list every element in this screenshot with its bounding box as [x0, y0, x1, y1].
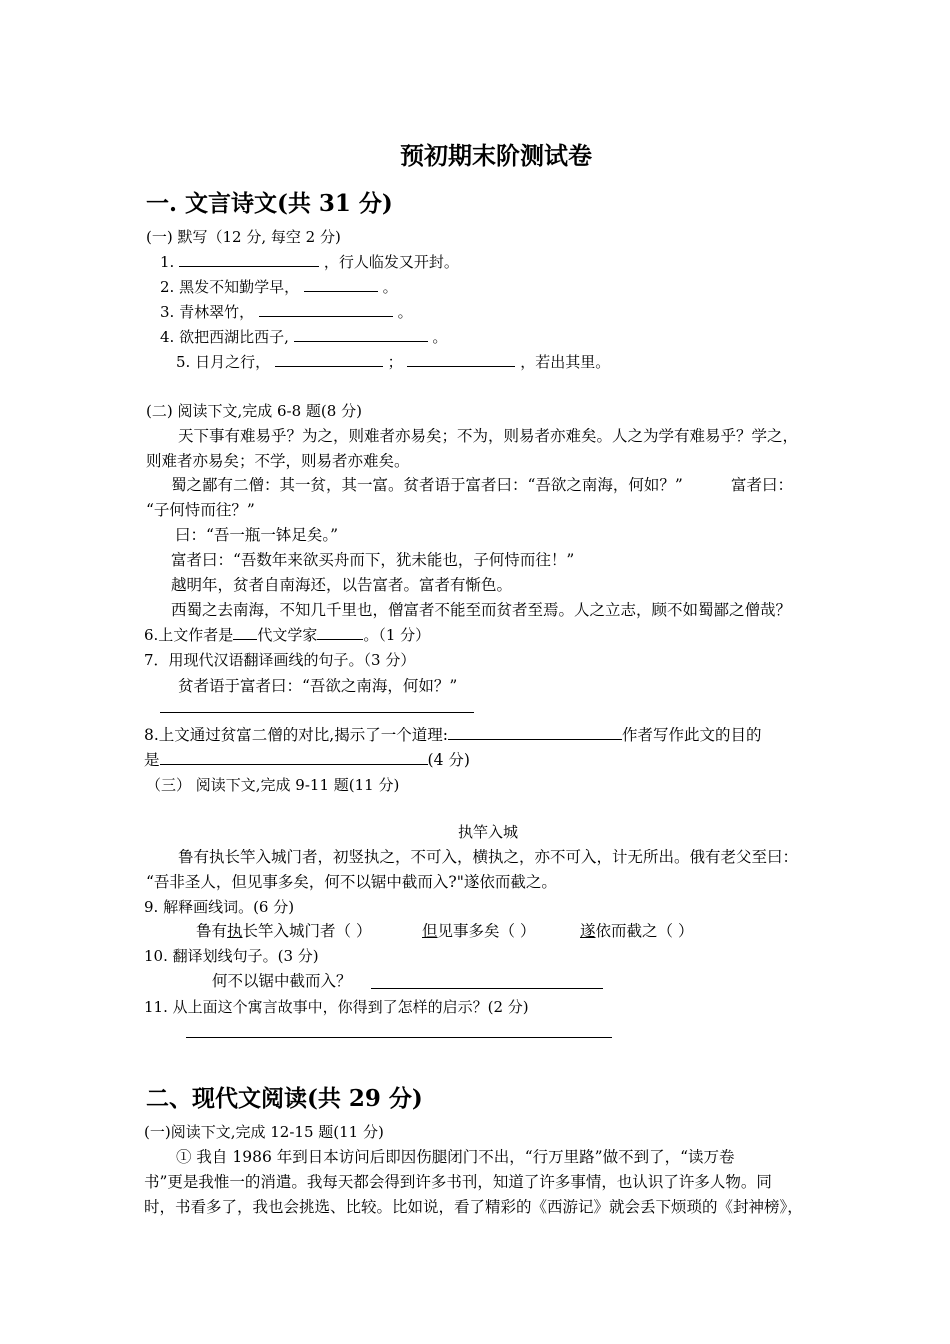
story-line: 鲁有执长竿入城门者，初竖执之，不可入，横执之，亦不可入，计无所出。俄有老父至曰：	[178, 848, 799, 866]
passage-line: 曰：“吾一瓶一钵足矣。”	[175, 526, 339, 544]
q11-answer-line[interactable]	[186, 1037, 612, 1038]
q9-item-1	[196, 920, 371, 942]
q2-blank[interactable]	[304, 277, 378, 292]
q3-text: 3. 青林翠竹，	[160, 303, 255, 321]
q10-answer-line[interactable]	[371, 988, 603, 989]
passage-line: 天下事有难易乎？为之，则难者亦易矣；不为，则易者亦难矣。人之为学有难易乎？学之，	[178, 427, 799, 445]
passage-line: 西蜀之去南海，不知几千里也，僧富者不能至而贫者至焉。人之立志，顾不如蜀鄙之僧哉？	[171, 601, 792, 619]
q8-blank-1[interactable]	[448, 725, 622, 740]
q1-blank[interactable]	[179, 252, 319, 267]
q10-sentence: 何不以锯中截而入？	[212, 972, 352, 990]
q8-blank-2[interactable]	[160, 750, 428, 765]
part2-header: (二) 阅读下文,完成 6-8 题(8 分)	[146, 402, 362, 420]
section1-heading: 一. 文言诗文(共 31 分)	[146, 190, 393, 217]
passage-line: 则难者亦易矣；不学，则易者亦难矣。	[146, 452, 410, 470]
q6	[144, 625, 430, 645]
q9-word-dan: 但	[422, 922, 438, 940]
q2	[160, 277, 398, 297]
q10: 10. 翻译划线句子。(3 分)	[144, 947, 319, 965]
part1-header: (一) 默写（12 分, 每空 2 分)	[146, 228, 341, 246]
q9-text: 依而截之（ ）	[595, 922, 694, 940]
q5-text: 5. 日月之行，	[176, 353, 271, 371]
q4	[160, 327, 447, 347]
q9-word-zhi: 执	[227, 922, 243, 940]
modern-passage-line: 时，书看多了，我也会挑选、比较。比如说，看了精彩的《西游记》就会丢下烦琐的《封神榜》，	[144, 1198, 803, 1216]
q9-word-sui: 遂	[580, 922, 596, 940]
q8-text-a: 8.上文通过贫富二僧的对比,揭示了一个道理:	[144, 726, 448, 744]
modern-passage-line: 书”更是我惟一的消遣。我每天都会得到许多书刊，知道了许多事情，也认识了许多人物。同	[144, 1173, 772, 1191]
q5-blank-1[interactable]	[275, 352, 383, 367]
q8-text-d: (4 分)	[427, 751, 470, 769]
modern-passage-line: ① 我自 1986 年到日本访问后即因伤腿闭门不出，“行万里路”做不到了，“读万卷	[176, 1148, 735, 1166]
q2-end: 。	[382, 278, 398, 296]
story-line: “吾非圣人，但见事多矣，何不以锯中截而入?"遂依而截之。	[146, 873, 557, 891]
q9-item-2	[422, 920, 535, 942]
section2-heading: 二、现代文阅读(共 29 分)	[146, 1085, 423, 1112]
q8-line1	[144, 724, 761, 746]
q7-sentence: 贫者语于富者曰：“吾欲之南海，何如？”	[178, 677, 458, 695]
passage-line: “子何恃而往？”	[146, 501, 255, 519]
q5	[176, 352, 610, 372]
q3-blank[interactable]	[259, 302, 393, 317]
q1-num: 1.	[160, 253, 175, 271]
q4-end: 。	[432, 328, 448, 346]
q5-end: ，若出其里。	[520, 353, 611, 371]
passage-line: 蜀之鄙有二僧：其一贫，其一富。贫者语于富者曰：“吾欲之南海，何如？”	[171, 476, 683, 494]
q1-text: ，行人临发又开封。	[323, 253, 459, 271]
q8-text-b: 作者写作此文的目的	[621, 726, 762, 744]
part3-header: （三） 阅读下文,完成 9-11 题(11 分)	[146, 776, 400, 794]
q8-line2	[144, 749, 470, 771]
q6-blank-1[interactable]	[233, 625, 257, 640]
q6-text-b: 代文学家	[257, 626, 318, 644]
passage-line: 越明年，贫者自南海还，以告富者。富者有惭色。	[171, 576, 513, 594]
section2-part1-header: (一)阅读下文,完成 12-15 题(11 分)	[144, 1123, 384, 1141]
q3	[160, 302, 413, 322]
q4-blank[interactable]	[294, 327, 428, 342]
page-title: 预初期末阶测试卷	[400, 141, 592, 170]
q6-text-a: 6.上文作者是	[144, 626, 234, 644]
q9-text: 长竿入城门者（ ）	[242, 922, 372, 940]
q9-text: 见事多矣（ ）	[437, 922, 536, 940]
q9: 9. 解释画线词。(6 分)	[144, 898, 295, 916]
story-title: 执竿入城	[458, 823, 519, 841]
q2-text: 2. 黑发不知勤学早，	[160, 278, 300, 296]
q7-answer-line[interactable]	[160, 712, 474, 713]
q6-text-c: 。（1 分）	[363, 626, 431, 644]
q11: 11. 从上面这个寓言故事中，你得到了怎样的启示？(2 分)	[144, 998, 529, 1016]
passage-line: 富者曰：	[731, 476, 794, 494]
q7: 7．用现代汉语翻译画线的句子。（3 分）	[144, 651, 416, 669]
q3-end: 。	[397, 303, 413, 321]
q5-blank-2[interactable]	[407, 352, 515, 367]
q8-text-c: 是	[144, 751, 160, 769]
q6-blank-2[interactable]	[317, 625, 363, 640]
q9-text: 鲁有	[196, 922, 228, 940]
q4-text: 4. 欲把西湖比西子,	[160, 328, 289, 346]
passage-line: 富者曰：“吾数年来欲买舟而下，犹未能也，子何恃而往！”	[171, 551, 575, 569]
q5-mid: ；	[387, 353, 403, 371]
q1	[160, 252, 459, 272]
q9-item-3	[580, 920, 693, 942]
